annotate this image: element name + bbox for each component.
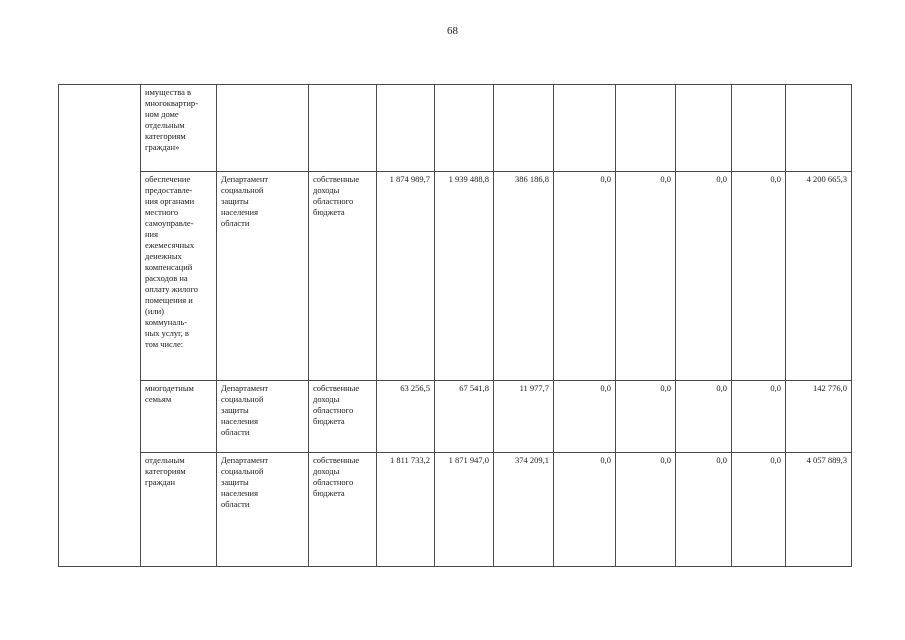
value-cell: 374 209,1 — [494, 453, 554, 567]
value-cell: 63 256,5 — [377, 381, 435, 453]
page-number: 68 — [447, 25, 458, 37]
value-cell: 1 871 947,0 — [435, 453, 494, 567]
value-cell: 67 541,8 — [435, 381, 494, 453]
value-cell — [554, 85, 616, 172]
value-cell: 0,0 — [616, 172, 676, 381]
total-cell: 4 057 889,3 — [786, 453, 852, 567]
description-cell: обеспечение предоставле- ния органами местного самоуправле- ния ежемесячных денежных компенсаций расходов на оплату жилого помещения и (или) коммуналь- ных услуг, в том числе: — [141, 172, 217, 381]
value-cell — [676, 85, 732, 172]
value-cell: 0,0 — [732, 381, 786, 453]
value-cell: 0,0 — [732, 453, 786, 567]
value-cell: 1 939 488,8 — [435, 172, 494, 381]
table-row — [59, 85, 852, 172]
description-cell: многодетным семьям — [141, 381, 217, 453]
value-cell: 0,0 — [676, 381, 732, 453]
budget-table — [58, 84, 852, 567]
value-cell: 0,0 — [732, 172, 786, 381]
value-cell — [435, 85, 494, 172]
value-cell: 0,0 — [676, 453, 732, 567]
value-cell: 0,0 — [554, 453, 616, 567]
total-cell — [786, 85, 852, 172]
executor-cell — [217, 85, 309, 172]
description-cell: имущества в многоквартир- ном доме отдельным категориям граждан» — [141, 85, 217, 172]
value-cell: 0,0 — [676, 172, 732, 381]
table-row — [59, 381, 852, 453]
table-row — [59, 172, 852, 381]
value-cell: 1 811 733,2 — [377, 453, 435, 567]
executor-cell: Департамент социальной защиты населения области — [217, 381, 309, 453]
description-cell: отдельным категориям граждан — [141, 453, 217, 567]
executor-cell: Департамент социальной защиты населения области — [217, 172, 309, 381]
total-cell: 142 776,0 — [786, 381, 852, 453]
value-cell — [732, 85, 786, 172]
row-number-cell — [59, 85, 141, 567]
value-cell: 11 977,7 — [494, 381, 554, 453]
value-cell — [494, 85, 554, 172]
executor-cell: Департамент социальной защиты населения области — [217, 453, 309, 567]
value-cell: 0,0 — [616, 453, 676, 567]
total-cell: 4 200 665,3 — [786, 172, 852, 381]
funding-source-cell: собственные доходы областного бюджета — [309, 453, 377, 567]
value-cell: 0,0 — [616, 381, 676, 453]
funding-source-cell: собственные доходы областного бюджета — [309, 172, 377, 381]
funding-source-cell: собственные доходы областного бюджета — [309, 381, 377, 453]
value-cell — [616, 85, 676, 172]
value-cell: 1 874 989,7 — [377, 172, 435, 381]
value-cell: 386 186,8 — [494, 172, 554, 381]
table-row — [59, 453, 852, 567]
funding-source-cell — [309, 85, 377, 172]
value-cell: 0,0 — [554, 172, 616, 381]
value-cell — [377, 85, 435, 172]
value-cell: 0,0 — [554, 381, 616, 453]
